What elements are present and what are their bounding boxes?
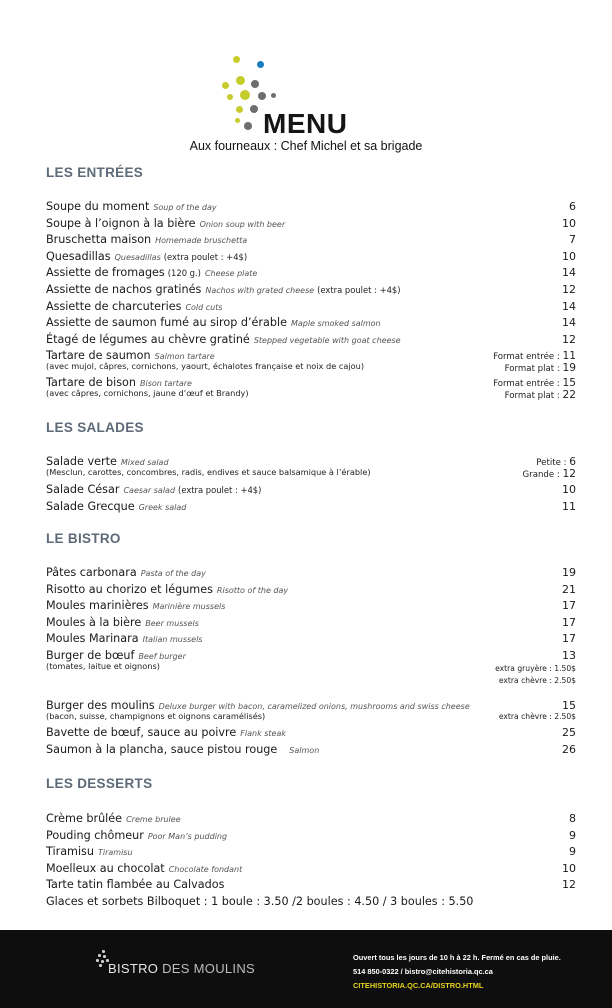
item-name: Burger de bœuf Beef burger xyxy=(46,648,186,662)
menu-item xyxy=(46,283,576,300)
item-price: 21 xyxy=(562,582,576,596)
item-name: Tarte tatin flambée au Calvados xyxy=(46,878,225,892)
item-price: 17 xyxy=(562,615,576,629)
item-price: 12 xyxy=(562,878,576,892)
menu-item xyxy=(46,300,576,317)
menu-item xyxy=(46,200,576,217)
item-price: 7 xyxy=(569,233,576,247)
menu-item xyxy=(46,812,576,829)
bistro-list xyxy=(46,566,576,759)
item-note: (bacon, suisse, champignons et oignons caramélisés) xyxy=(46,710,266,721)
menu-item xyxy=(46,233,576,250)
item-note: (tomates, laitue et oignons) xyxy=(46,660,160,671)
menu-item-burger-boeuf xyxy=(46,649,576,699)
item-name: Moelleux au chocolat Chocolate fondant xyxy=(46,861,243,875)
item-name: Moules marinières Marinière mussels xyxy=(46,599,226,613)
salades-list xyxy=(46,455,576,516)
item-name: Assiette de saumon fumé au sirop d’érable Maple smoked salmon xyxy=(46,316,381,330)
item-name: Salade Grecque Greek salad xyxy=(46,499,187,513)
item-name: Tartare de bison Bison tartare xyxy=(46,376,192,390)
item-price: 12 xyxy=(562,332,576,346)
item-name: Pouding chômeur Poor Man’s pudding xyxy=(46,828,228,842)
item-price: 17 xyxy=(562,599,576,613)
section-title: LES SALADES xyxy=(46,420,144,435)
menu-item-glaces xyxy=(46,895,576,912)
menu-item-burger-moulins xyxy=(46,699,576,726)
item-price: 11 xyxy=(562,499,576,513)
item-name: Tiramisu Tiramisu xyxy=(46,845,133,859)
item-price: 9 xyxy=(569,845,576,859)
item-price: 15 xyxy=(562,698,576,712)
item-price: 10 xyxy=(562,216,576,230)
section-bistro xyxy=(46,531,576,546)
logo-dot xyxy=(271,93,276,98)
logo-dot xyxy=(258,92,266,100)
item-price: 14 xyxy=(562,266,576,280)
menu-item xyxy=(46,250,576,267)
menu-item xyxy=(46,316,576,333)
item-note: (Mesclun, carottes, concombres, radis, endives et sauce balsamique à l’érable) xyxy=(46,467,371,477)
logo-dot xyxy=(222,82,229,89)
logo-dot xyxy=(240,90,250,100)
format-price: Grande : 12 xyxy=(522,468,576,480)
item-price: 14 xyxy=(562,299,576,313)
item-name: Tartare de saumon Salmon tartare xyxy=(46,349,215,363)
item-name: Quesadillas Quesadillas (extra poulet : +4$) xyxy=(46,249,248,263)
extra-price: extra gruyère : 1.50$ xyxy=(495,663,576,673)
menu-item xyxy=(46,726,576,743)
menu-item xyxy=(46,829,576,846)
menu-item xyxy=(46,333,576,350)
footer xyxy=(0,930,612,1008)
item-price: 26 xyxy=(562,742,576,756)
logo-dot xyxy=(233,56,240,63)
item-name: Crème brûlée Creme brulee xyxy=(46,812,181,825)
item-price: 9 xyxy=(569,828,576,842)
logo-dot xyxy=(235,118,240,123)
section-title: LE BISTRO xyxy=(46,531,121,546)
item-name: Salade verte Mixed salad xyxy=(46,455,169,468)
opening-hours: Ouvert tous les jours de 10 h à 22 h. Fermé en cas de pluie. xyxy=(353,953,561,962)
format-price: Format entrée : 11 xyxy=(493,350,576,363)
item-name: Risotto au chorizo et légumes Risotto of the day xyxy=(46,582,289,596)
item-name: Bavette de bœuf, sauce au poivre Flank steak xyxy=(46,725,286,739)
logo-dot xyxy=(251,80,259,88)
item-price: 8 xyxy=(569,812,576,825)
item-name: Bruschetta maison Homemade bruschetta xyxy=(46,233,248,247)
extra-price: extra chèvre : 2.50$ xyxy=(498,711,576,721)
item-price: 10 xyxy=(562,249,576,263)
menu-item xyxy=(46,845,576,862)
item-name: Pâtes carbonara Pasta of the day xyxy=(46,566,206,579)
item-price: 13 xyxy=(562,648,576,662)
logo-dot xyxy=(244,122,252,130)
website-link[interactable]: CITEHISTORIA.QC.CA/DISTRO.HTML xyxy=(353,981,484,990)
section-title: LES DESSERTS xyxy=(46,776,153,791)
menu-item xyxy=(46,217,576,234)
item-price: 14 xyxy=(562,316,576,330)
section-entrees xyxy=(46,165,576,180)
extra-price: extra chèvre : 2.50$ xyxy=(498,675,576,685)
section-desserts xyxy=(46,776,576,791)
menu-item xyxy=(46,583,576,600)
logo-dot xyxy=(236,106,243,113)
page-subtitle: Aux fourneaux : Chef Michel et sa brigade xyxy=(189,139,423,153)
brand-name: BISTRO DES MOULINS xyxy=(108,961,255,976)
format-price: Petite : 6 xyxy=(536,456,576,468)
item-name: Burger des moulins Deluxe burger with bacon, caramelized onions, mushrooms and swiss cheese xyxy=(46,698,470,712)
item-name: Assiette de charcuteries Cold cuts xyxy=(46,299,223,313)
menu-item xyxy=(46,743,576,760)
section-title: LES ENTRÉES xyxy=(46,165,144,180)
page-title: MENU xyxy=(263,108,348,139)
menu-item xyxy=(46,616,576,633)
item-name: Étagé de légumes au chèvre gratiné Stepped vegetable with goat cheese xyxy=(46,332,401,346)
menu-item xyxy=(46,566,576,583)
item-price: 19 xyxy=(562,566,576,579)
format-price: Format entrée : 15 xyxy=(493,377,576,390)
contact-info[interactable]: 514 850-0322 / bistro@citehistoria.qc.ca xyxy=(353,967,493,976)
entrees-list xyxy=(46,200,576,403)
item-price: 12 xyxy=(562,282,576,296)
item-note: (avec câpres, cornichons, jaune d’œuf et Brandy) xyxy=(46,388,249,399)
logo-dot-blue xyxy=(257,61,264,68)
menu-item xyxy=(46,266,576,283)
item-name: Glaces et sorbets Bilboquet : 1 boule : 3.50 /2 boules : 4.50 / 3 boules : 5.50 xyxy=(46,894,474,908)
item-name: Assiette de fromages (120 g.) Cheese plate xyxy=(46,266,258,280)
logo-dot xyxy=(236,76,245,85)
menu-item xyxy=(46,483,576,500)
item-price: 10 xyxy=(562,861,576,875)
item-price: 6 xyxy=(569,200,576,213)
item-price: 17 xyxy=(562,632,576,646)
format-price: Format plat : 19 xyxy=(504,362,576,375)
item-name: Saumon à la plancha, sauce pistou rouge Salmon xyxy=(46,742,320,756)
logo-dot xyxy=(250,105,258,113)
logo-dot xyxy=(227,94,233,100)
item-name: Moules à la bière Beer mussels xyxy=(46,615,199,629)
menu-item-tartare-saumon xyxy=(46,349,576,376)
menu-item xyxy=(46,599,576,616)
menu-item xyxy=(46,632,576,649)
desserts-list xyxy=(46,812,576,912)
menu-item xyxy=(46,878,576,895)
item-price: 10 xyxy=(562,483,576,496)
section-salades xyxy=(46,420,576,435)
menu-item-tartare-bison xyxy=(46,376,576,403)
item-name: Assiette de nachos gratinés Nachos with grated cheese (extra poulet : +4$) xyxy=(46,282,401,296)
menu-item xyxy=(46,862,576,879)
item-name: Moules Marinara Italian mussels xyxy=(46,632,203,646)
item-name: Salade César Caesar salad (extra poulet : +4$) xyxy=(46,483,262,496)
item-name: Soupe à l’oignon à la bière Onion soup with beer xyxy=(46,216,286,230)
menu-item-salade-verte xyxy=(46,455,576,483)
format-price: Format plat : 22 xyxy=(504,389,576,402)
item-price: 25 xyxy=(562,725,576,739)
item-note: (avec mujol, câpres, cornichons, yaourt, échalotes française et noix de cajou) xyxy=(46,361,365,372)
menu-item xyxy=(46,500,576,517)
item-name: Soupe du moment Soup of the day xyxy=(46,200,217,213)
